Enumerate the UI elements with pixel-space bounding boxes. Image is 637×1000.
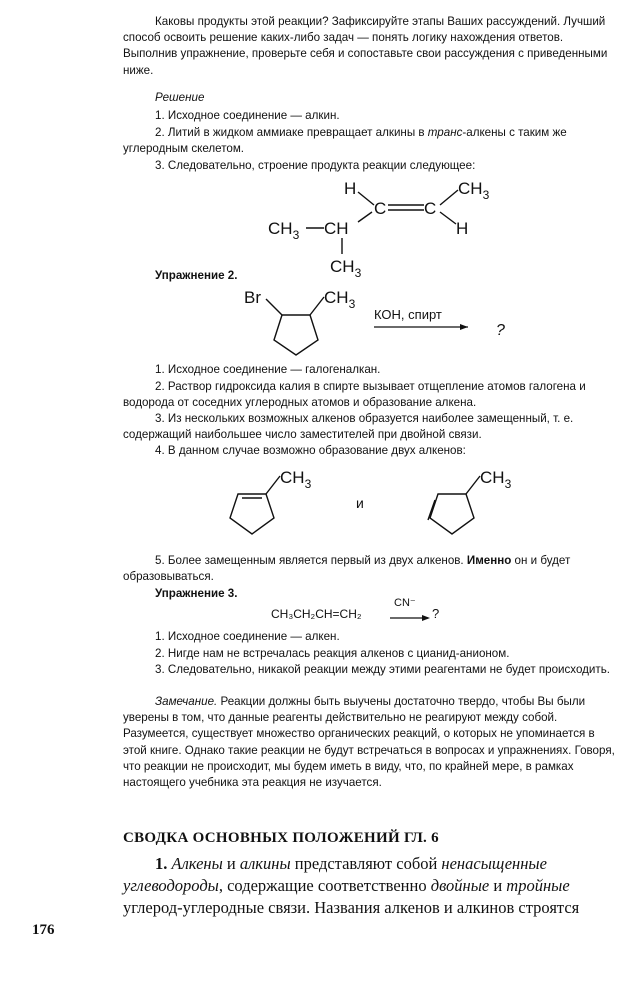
- struct1-ch3-left: $CH_3$: [268, 219, 300, 242]
- struct1-h-right: H: [456, 219, 469, 238]
- alkenes-and: и: [356, 495, 364, 511]
- trans-alkene-structure: [260, 172, 510, 282]
- exercise3-step3: 3. Следовательно, никакой реакции между этими реагентами не будет происходить.: [155, 663, 610, 676]
- alkene2-ch3: $CH_3$: [480, 468, 512, 491]
- ex2-cyclopentane-ring: [274, 315, 318, 355]
- two-alkenes-structures: [220, 462, 550, 542]
- struct1-ch3-top: $CH_3$: [458, 179, 490, 202]
- alkene2-ring: [430, 494, 474, 534]
- exercise3-note: Замечание. Реакции должны быть выучены достаточно твердо, чтобы Вы были уверены в том, что данные реагенты действительно не реагируют между собой. Разумеется, существует множество органических реакций, о которых не упоминается в этой книге. Однако такие реакции не будут встречаться в вопросах и упражнениях. Говоря, что реакции не происходит, мы будем иметь в виду, что, по крайней мере, в рамках настоящего учебника эта реакция не изучается.: [123, 695, 615, 790]
- struct1-c1: C: [374, 199, 387, 218]
- ex2-ch3-label: $CH_3$: [324, 288, 356, 311]
- struct1-bond: [440, 212, 456, 224]
- exercise3-title: Упражнение 3.: [155, 587, 238, 600]
- exercise2-step4: 4. В данном случае возможно образование двух алкенов:: [155, 444, 466, 457]
- alkene1-ch3: $CH_3$: [280, 468, 312, 491]
- struct1-c2: C: [424, 199, 437, 218]
- struct1-bond: [440, 190, 458, 205]
- exercise3-unknown: ?: [432, 606, 440, 621]
- exercise2-title: Упражнение 2.: [155, 269, 238, 282]
- solution1-step2: 2. Литий в жидком аммиаке превращает алкины в транс-алкены с таким же углеродным скелетом.: [123, 126, 567, 156]
- solution1-step1: 1. Исходное соединение — алкин.: [155, 109, 340, 122]
- ex2-reagent: КОН, спирт: [374, 307, 442, 322]
- page-number: 176: [32, 922, 55, 938]
- exercise3-step1: 1. Исходное соединение — алкен.: [155, 630, 340, 643]
- exercise3-reagent: CN⁻: [394, 597, 416, 609]
- exercise2-step5: 5. Более замещенным является первый из двух алкенов. Именно он и будет образовываться.: [123, 554, 571, 584]
- exercise2-step1: 1. Исходное соединение — галогеналкан.: [155, 363, 381, 376]
- intro-paragraph: Каковы продукты этой реакции? Зафиксируйте этапы Ваших рассуждений. Лучший способ освоить решение каких-либо задач — понять логику нахождения ответов. Выполнив упражнение, проверьте себя и сопоставьте свои рассуждения с приведенными ниже.: [123, 15, 608, 77]
- ex2-unknown-product: ?: [496, 322, 505, 339]
- exercise2-step3: 3. Из нескольких возможных алкенов образуется наиболее замещенный, т. е. содержащий наибольшее число заместителей при двойной связи.: [123, 412, 574, 442]
- struct1-bond: [358, 212, 372, 222]
- summary-heading: СВОДКА ОСНОВНЫХ ПОЛОЖЕНИЙ ГЛ. 6: [123, 830, 439, 846]
- exercise2-reaction: [240, 285, 530, 365]
- solution-heading: Решение: [155, 91, 205, 104]
- struct1-h-top: H: [344, 179, 357, 198]
- alkene2-double-bond: [428, 500, 435, 520]
- struct1-ch: CH: [324, 219, 349, 238]
- struct1-bond: [358, 192, 374, 205]
- struct1-ch3-bottom: $CH_3$: [330, 257, 362, 280]
- exercise3-formula: CH₃CH₂CH=CH₂: [271, 607, 362, 621]
- ex2-br-label: Br: [244, 288, 261, 307]
- alkene1-ring: [230, 494, 274, 534]
- solution1-step3: 3. Следовательно, строение продукта реакции следующее:: [155, 159, 476, 172]
- summary-paragraph: 1. Алкены и алкины представляют собой ненасыщенные углеводороды, содержащие соответственно двойные и тройные углерод-углеродные связи. Названия алкенов и алкинов строятся: [123, 854, 580, 917]
- exercise3-step2: 2. Нигде нам не встречалась реакция алкенов с цианид-анионом.: [155, 647, 510, 660]
- exercise2-step2: 2. Раствор гидроксида калия в спирте вызывает отщепление атомов галогена и водорода от соседних углеродных атомов и образование алкена.: [123, 380, 586, 410]
